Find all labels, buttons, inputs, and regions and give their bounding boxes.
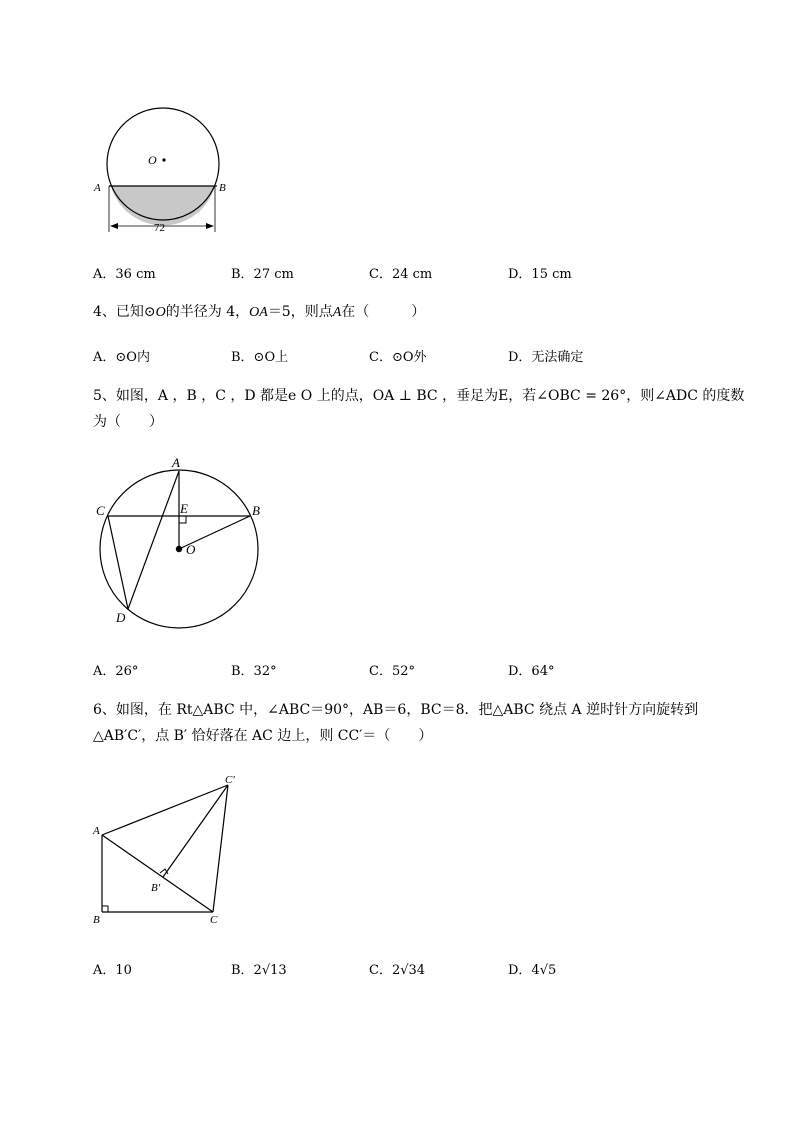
q5-stem-line2: 为（ ）	[93, 414, 163, 430]
center-dot	[176, 546, 182, 552]
label-o: O	[148, 153, 157, 167]
label-72: 72	[154, 222, 165, 234]
q3-option-a: A．36 cm	[93, 267, 156, 282]
circle-symbol: ⊙	[143, 304, 156, 320]
segment-cd	[108, 516, 128, 609]
q6-option-a: A．10	[93, 963, 132, 978]
label-b-prime: B′	[151, 882, 161, 894]
q4-option-c: C．⊙O外	[369, 350, 427, 365]
figure-rotated-triangle	[88, 768, 248, 928]
q6-stem-line2: △AB′C′，点 B′ 恰好落在 AC 边上，则 CC′＝（ ）	[93, 728, 433, 744]
label-a: A	[94, 182, 101, 194]
q4-stem	[93, 302, 425, 323]
q4-option-b: B．⊙O上	[231, 350, 289, 365]
segment-ac-prime	[102, 785, 228, 835]
q3-option-c: C．24 cm	[369, 267, 433, 282]
q4-point-a: A	[332, 305, 342, 320]
q4-stem-part: 4、已知	[93, 304, 144, 320]
label-c: C	[96, 503, 105, 518]
segment-ac	[102, 835, 213, 912]
q4-option-d: D．无法确定	[508, 350, 584, 365]
label-b: B	[219, 182, 226, 194]
figure-circle-abcd	[90, 452, 270, 634]
q4-option-a: A．⊙O内	[93, 350, 150, 365]
figure-circle-segment	[88, 100, 238, 240]
label-e: E	[180, 501, 188, 516]
label-o: O	[186, 542, 196, 557]
right-angle-mark	[179, 516, 186, 523]
q5-option-a: A．26°	[93, 664, 139, 679]
q4-oa: OA	[249, 305, 268, 320]
arrow-right	[206, 223, 214, 229]
label-a: A	[172, 455, 180, 470]
q3-option-d: D．15 cm	[508, 267, 572, 282]
q6-stem-line1: 6、如图，在 Rt△ABC 中，∠ABC＝90°，AB＝6，BC＝8．把△ABC 绕点 A 逆时针方向旋转到	[93, 702, 699, 718]
segment-ad	[128, 471, 179, 609]
q4-stem-part: 在（ ）	[341, 304, 426, 320]
q6-option-b: B．2√13	[231, 963, 287, 978]
q6-option-d: D．4√5	[508, 963, 557, 978]
label-a: A	[93, 825, 100, 837]
q4-stem-part: 的半径为 4，	[165, 304, 250, 320]
label-b: B	[252, 503, 260, 518]
q5-stem-line1: 5、如图，A ，B ，C ，D 都是e O 上的点，OA ⊥ BC ，垂足为E，若∠OBC = 26°，则∠ADC 的度数	[93, 388, 745, 404]
label-b: B	[93, 914, 100, 926]
q5-option-d: D．64°	[508, 664, 555, 679]
q5-option-b: B．32°	[231, 664, 277, 679]
label-c-prime: C′	[225, 774, 235, 786]
label-d: D	[116, 610, 126, 625]
right-angle-mark-b-prime	[160, 869, 168, 874]
q6-option-c: C．2√34	[369, 963, 426, 978]
q5-option-c: C．52°	[369, 664, 415, 679]
center-dot	[162, 158, 165, 161]
q4-stem-part: ＝5，则点	[267, 304, 333, 320]
right-angle-mark-b	[102, 906, 108, 912]
q3-option-b: B．27 cm	[231, 267, 294, 282]
label-c: C	[210, 914, 218, 926]
arrow-left	[110, 223, 118, 229]
q4-circle-o: O	[155, 305, 166, 320]
